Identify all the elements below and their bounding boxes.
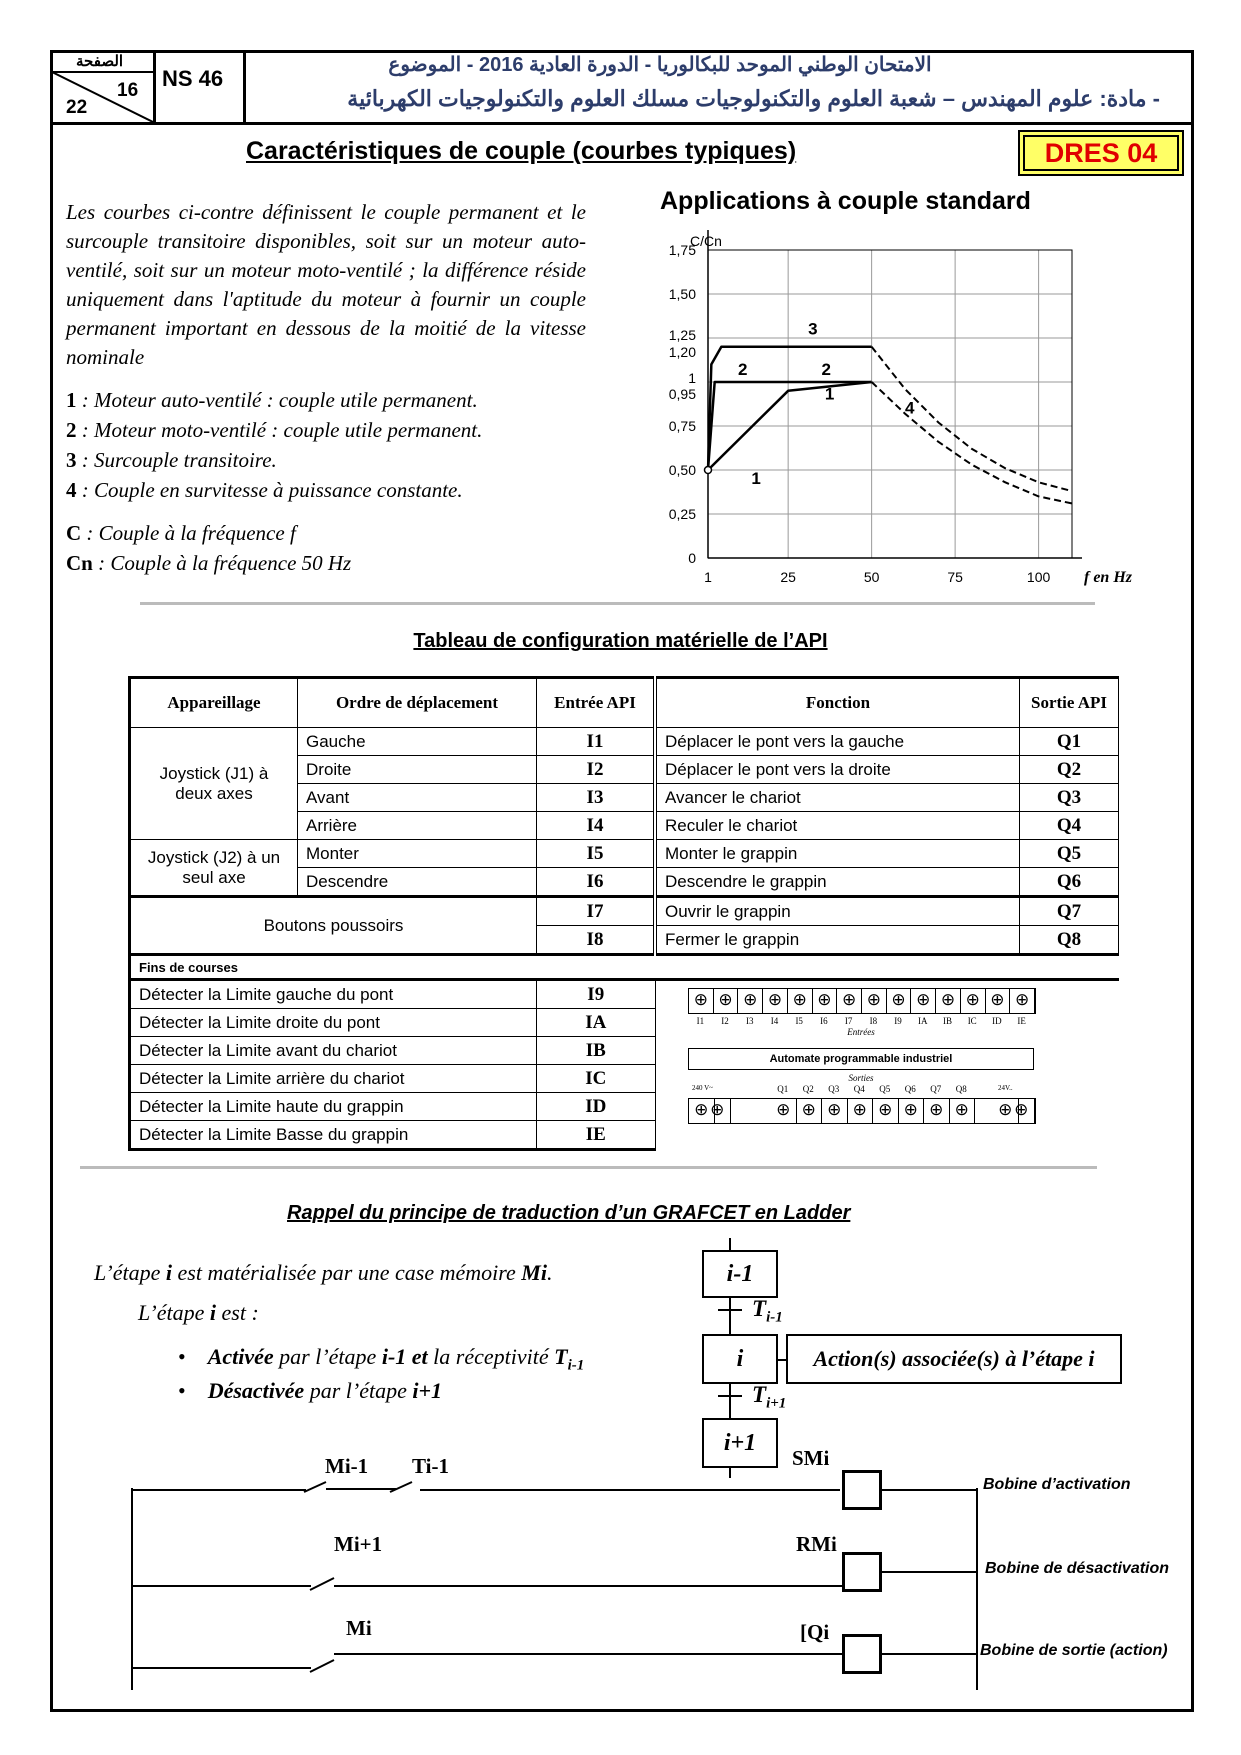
page-title: Caractéristiques de couple (courbes typiques) [246, 137, 797, 165]
terminal-icon: ⊕ [993, 1099, 1019, 1123]
cell-input: I6 [537, 868, 656, 897]
terminal-icon: ⊕ [899, 1099, 925, 1123]
y-tick-label: 1,25 [668, 327, 696, 343]
y-tick-label: 1,50 [668, 286, 696, 302]
table-header: Sortie API [1020, 678, 1119, 728]
table-row [130, 897, 1119, 926]
chart-title: Applications à couple standard [660, 187, 1031, 215]
cell-order: Descendre [298, 868, 537, 897]
y-tick-label: 0 [688, 550, 696, 566]
curve-label: 4 [905, 398, 915, 418]
input-label: I6 [820, 1016, 828, 1026]
transition-next: $T_{i+1}$ [752, 1382, 787, 1412]
cell-input: IB [537, 1037, 656, 1065]
grafcet-step-prev: i-1 [702, 1250, 778, 1298]
terminal-icon: ⊕ [1009, 1099, 1035, 1123]
coil1-desc: Bobine d’activation [983, 1476, 1131, 1493]
y-tick-label: 0,95 [668, 385, 696, 402]
rung-wire [334, 1653, 842, 1655]
section-separator [140, 602, 1095, 605]
series-line-5 [872, 347, 1072, 491]
cell-limit: Détecter la Limite avant du chariot [130, 1037, 537, 1065]
x-axis-label: f en Hz [1084, 569, 1132, 586]
cell-limit: Détecter la Limite arrière du chariot [130, 1065, 537, 1093]
plc-output-terminals [688, 1098, 1036, 1124]
cell-function: Déplacer le pont vers la gauche [655, 728, 1020, 756]
exam-code: NS 46 [162, 66, 224, 91]
fins-label: Fins de courses [130, 955, 1119, 980]
terminal-icon: ⊕ [961, 989, 986, 1013]
y-tick-label: 0,50 [668, 462, 696, 478]
y-tick-label: 1,75 [668, 242, 696, 258]
cell-input: I1 [537, 728, 656, 756]
transition-prev: $T_{i-1}$ [752, 1296, 783, 1326]
coil-smi [842, 1470, 882, 1510]
input-label: I3 [746, 1016, 754, 1026]
label-rmi: RMi [796, 1532, 837, 1556]
cell-input: ID [537, 1093, 656, 1121]
series-line-3 [708, 347, 872, 470]
y-tick-label: 0,75 [668, 418, 696, 434]
section-separator [80, 1166, 1097, 1169]
terminal-icon: ⊕ [738, 989, 763, 1013]
terminal-icon: ⊕ [837, 989, 862, 1013]
cell-limit: Détecter la Limite haute du grappin [130, 1093, 537, 1121]
table-header: Ordre de déplacement [298, 678, 537, 728]
rung-wire [420, 1489, 840, 1491]
plc-input-terminals [688, 988, 1036, 1014]
cell-order: Avant [298, 784, 537, 812]
rung-wire [131, 1585, 311, 1587]
coil-rmi [842, 1552, 882, 1592]
terminal-icon: ⊕ [797, 1099, 823, 1123]
curve-label: 3 [808, 319, 818, 339]
terminal-icon: ⊕ [714, 989, 739, 1013]
input-label: IA [918, 1016, 928, 1026]
definition-item: Cn : Couple à la fréquence 50 Hz [66, 551, 352, 575]
output-label: Q3 [828, 1084, 840, 1094]
page-label: الصفحة [76, 53, 124, 70]
table-row [130, 840, 1119, 868]
terminal-icon: ⊕ [1010, 989, 1035, 1013]
table-header: Entrée API [537, 678, 656, 728]
coil2-desc: Bobine de désactivation [985, 1560, 1170, 1577]
cell-input: I5 [537, 840, 656, 868]
cell-output: Q3 [1020, 784, 1119, 812]
y-tick-label: 1 [688, 370, 696, 386]
cell-output: Q6 [1020, 868, 1119, 897]
output-label: Q8 [955, 1084, 967, 1094]
curve-label: 2 [738, 359, 748, 379]
input-label: I9 [894, 1016, 902, 1026]
label-qi: [Qi [800, 1620, 830, 1644]
cell-function: Monter le grappin [655, 840, 1020, 868]
bullet-deactivation: • Désactivée par l’étape i+1 [178, 1378, 443, 1403]
cell-function: Avancer le chariot [655, 784, 1020, 812]
curve-label: 1 [824, 384, 835, 404]
cell-buttons: Boutons poussoirs [130, 897, 537, 955]
terminal-icon: ⊕ [873, 1099, 899, 1123]
left-power-rail [131, 1488, 133, 1690]
rung-wire [882, 1653, 977, 1655]
x-tick-label: 25 [780, 569, 796, 585]
page-current: 16 [117, 80, 139, 101]
header-line1: الامتحان الوطني الموحد للبكالوريا - الدورة العادية 2016 - الموضوع [388, 54, 932, 76]
label-mi-1: Mi-1 [325, 1454, 369, 1478]
coil-qi [842, 1634, 882, 1674]
cell-function: Ouvrir le grappin [655, 897, 1020, 926]
input-label: I2 [721, 1016, 729, 1026]
cell-output: Q5 [1020, 840, 1119, 868]
legend-item: 2 : Moteur moto-ventilé : couple utile permanent. [66, 418, 483, 442]
bullet-activation: • Activée par l’étape i-1 et la réceptivité $T_{i-1}$ [178, 1344, 585, 1374]
y-axis-label: C/Cn [690, 233, 722, 249]
terminal-icon: ⊕ [813, 989, 838, 1013]
cell-order: Arrière [298, 812, 537, 840]
rung-wire [882, 1489, 977, 1491]
grafcet-line1: L’étape i est matérialisée par une case mémoire Mi. [94, 1260, 553, 1285]
page-total: 22 [66, 97, 88, 118]
input-label: IC [967, 1016, 977, 1026]
terminal-icon: ⊕ [822, 1099, 848, 1123]
entrees-label: Entrées [847, 1027, 875, 1037]
output-label: Q4 [853, 1084, 865, 1094]
input-label: I7 [844, 1016, 853, 1026]
input-label: I4 [770, 1016, 779, 1026]
terminal-icon: ⊕ [848, 1099, 874, 1123]
cell-order: Droite [298, 756, 537, 784]
intro-paragraph: Les courbes ci-contre définissent le couple permanent et le surcouple transitoire disponibles, soit sur un moteur auto-ventilé, soit sur un moteur moto-ventilé ; la différence réside uniquement dans l'aptitude du moteur à fournir un couple permanent important en dessous de la moitié de la vitesse nominale [66, 200, 586, 369]
terminal-icon: ⊕ [887, 989, 912, 1013]
symbol-definitions [66, 518, 586, 578]
x-tick-label: 1 [704, 569, 712, 585]
cell-input: IA [537, 1009, 656, 1037]
label-smi: SMi [792, 1446, 830, 1470]
output-label: Q5 [879, 1084, 891, 1094]
terminal-icon: ⊕ [936, 989, 961, 1013]
dres-box [1018, 130, 1184, 176]
cell-input: I7 [537, 897, 656, 926]
cell-order: Gauche [298, 728, 537, 756]
terminal-icon: ⊕ [788, 989, 813, 1013]
terminal-icon: ⊕ [689, 1099, 715, 1123]
cell-j2: Joystick (J2) à un seul axe [130, 840, 298, 897]
rung-wire [131, 1489, 306, 1491]
output-label: Q1 [777, 1084, 789, 1094]
cell-limit: Détecter la Limite gauche du pont [130, 980, 537, 1009]
definition-item: C : Couple à la fréquence f [66, 521, 296, 545]
x-tick-label: 50 [863, 569, 880, 585]
cell-input: I9 [537, 980, 656, 1009]
right-power-rail [976, 1488, 978, 1690]
grafcet-line2: L’étape i est : [138, 1300, 259, 1325]
terminal-icon: ⊕ [771, 1099, 797, 1123]
legend-item: 1 : Moteur auto-ventilé : couple utile permanent. [66, 388, 478, 412]
input-label: ID [992, 1016, 1002, 1026]
y-tick-label: 0,25 [668, 506, 696, 522]
output-label: Q2 [802, 1084, 814, 1094]
terminal-icon: ⊕ [950, 1099, 976, 1123]
contact-mi [306, 1646, 396, 1676]
cell-limit: Détecter la Limite Basse du grappin [130, 1121, 537, 1150]
x-tick-label: 100 [1026, 569, 1051, 585]
cell-function: Reculer le chariot [655, 812, 1020, 840]
cell-output: Q2 [1020, 756, 1119, 784]
grafcet-action-box: Action(s) associée(s) à l’étape i [786, 1334, 1122, 1384]
terminal-icon: ⊕ [763, 989, 788, 1013]
output-label: Q6 [904, 1084, 916, 1094]
cell-input: I8 [537, 926, 656, 955]
input-label: I1 [696, 1016, 705, 1026]
plc-name: Automate programmable industriel [688, 1048, 1034, 1070]
terminal-icon: ⊕ [924, 1099, 950, 1123]
cell-input: I4 [537, 812, 656, 840]
cell-order: Monter [298, 840, 537, 868]
curve-legend [66, 385, 586, 505]
grafcet-step-next: i+1 [702, 1418, 778, 1468]
table-title: Tableau de configuration matérielle de l’API [413, 630, 828, 652]
terminal-icon: ⊕ [689, 989, 714, 1013]
input-label: IE [1017, 1016, 1026, 1026]
table-header: Fonction [655, 678, 1020, 728]
terminal-icon: ⊕ [862, 989, 887, 1013]
table-row [130, 728, 1119, 756]
torque-chart [640, 220, 1160, 590]
plc-diagram [688, 988, 1044, 1123]
cell-output: Q7 [1020, 897, 1119, 926]
header-line2: - مادة: علوم المهندس – شعبة العلوم والتكنولوجيات مسلك العلوم والتكنولوجيات الكهربائية [347, 86, 1160, 111]
coil3-desc: Bobine de sortie (action) [980, 1642, 1168, 1659]
output-label: Q7 [930, 1084, 942, 1094]
supply-right: 24V.. [998, 1084, 1013, 1092]
input-label: IB [942, 1016, 952, 1026]
x-tick-label: 75 [947, 569, 963, 585]
terminal-icon: ⊕ [705, 1099, 731, 1123]
cell-function: Déplacer le pont vers la droite [655, 756, 1020, 784]
supply-left: 240 V~ [692, 1084, 713, 1092]
grafcet-step-current: i [702, 1334, 778, 1384]
terminal-icon: ⊕ [911, 989, 936, 1013]
input-label: I5 [795, 1016, 803, 1026]
terminal-icon: ⊕ [986, 989, 1011, 1013]
header-divider [50, 122, 1194, 125]
cell-output: Q8 [1020, 926, 1119, 955]
dres-label: DRES 04 [1023, 135, 1179, 171]
grafcet-title: Rappel du principe de traduction d’un GRAFCET en Ladder [287, 1202, 851, 1224]
rung-wire [131, 1667, 311, 1669]
label-mi: Mi [346, 1616, 372, 1640]
legend-item: 3 : Surcouple transitoire. [66, 448, 277, 472]
table-row [130, 1121, 1119, 1150]
rung-wire [882, 1571, 977, 1573]
legend-item: 4 : Couple en survitesse à puissance constante. [66, 478, 463, 502]
cell-input: I2 [537, 756, 656, 784]
cell-input: IE [537, 1121, 656, 1150]
cell-input: IC [537, 1065, 656, 1093]
rung-wire [334, 1585, 842, 1587]
input-label: I8 [869, 1016, 878, 1026]
cell-function: Fermer le grappin [655, 926, 1020, 955]
curve-label: 1 [751, 469, 761, 489]
cell-j1: Joystick (J1) à deux axes [130, 728, 298, 840]
cell-limit: Détecter la Limite droite du pont [130, 1009, 537, 1037]
plot-border [708, 250, 1072, 558]
curve-label: 2 [821, 359, 832, 379]
y-tick-label: 1,20 [668, 343, 696, 360]
sorties-label: Sorties [848, 1073, 874, 1083]
cell-input: I3 [537, 784, 656, 812]
contact-mi+1 [306, 1564, 396, 1594]
label-ti-1: Ti-1 [412, 1454, 449, 1478]
table-header: Appareillage [130, 678, 298, 728]
cell-output: Q4 [1020, 812, 1119, 840]
label-mi+1: Mi+1 [334, 1532, 383, 1556]
series-line-4 [872, 382, 1072, 503]
series-start-point [705, 467, 712, 474]
cell-output: Q1 [1020, 728, 1119, 756]
cell-function: Descendre le grappin [655, 868, 1020, 897]
